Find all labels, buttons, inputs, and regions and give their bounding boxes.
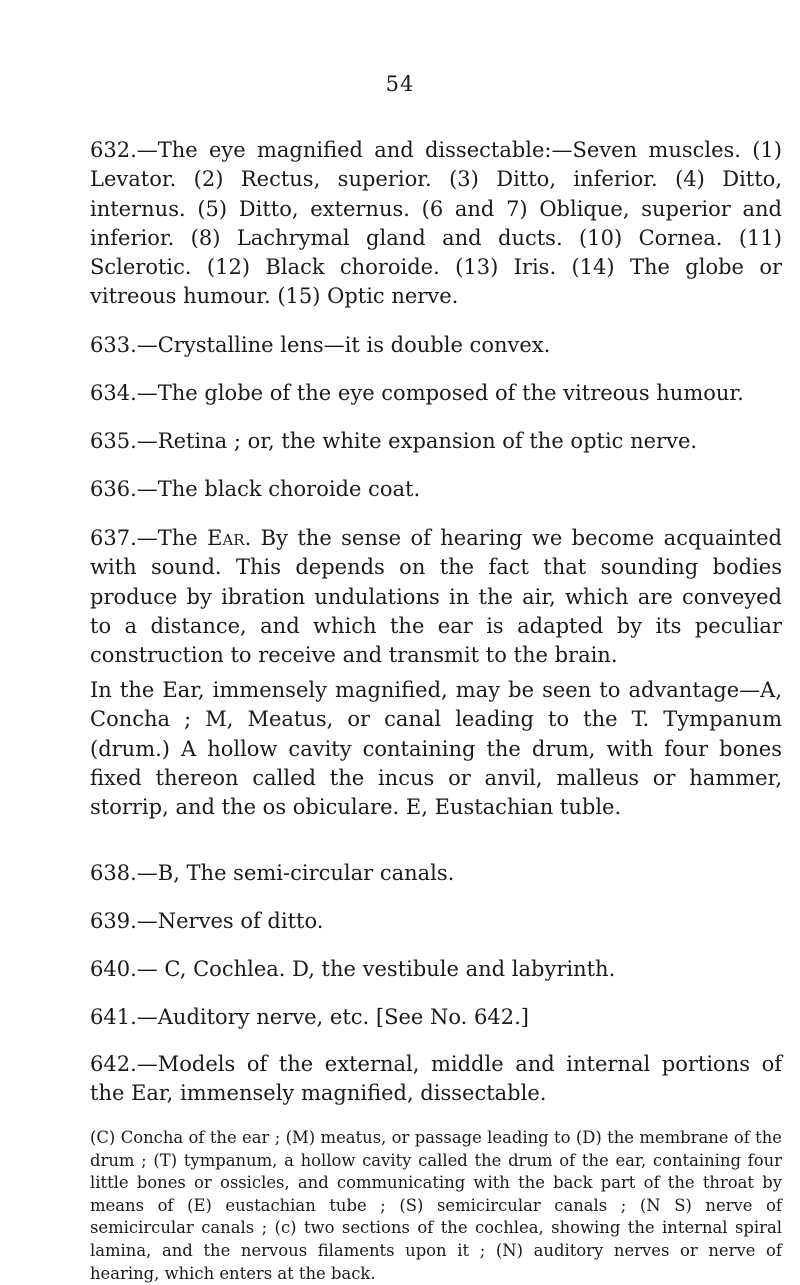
entry-641: 641.—Auditory nerve, etc. [See No. 642.] (90, 1005, 529, 1029)
entry-633: 633.—Crystalline lens—it is double convex. (90, 333, 551, 357)
entry-639: 639.—Nerves of ditto. (90, 909, 324, 933)
entry-636: 636.—The black choroide coat. (90, 477, 421, 501)
entry-637-number: 637.—The (90, 526, 198, 550)
entry-638: 638.—B, The semi-circular canals. (90, 861, 455, 885)
entry-637-heading: Ear. (207, 526, 252, 550)
entry-634: 634.—The globe of the eye composed of the vitreous humour. (90, 381, 744, 405)
footnote: (C) Concha of the ear ; (M) meatus, or passage leading to (D) the membrane of the drum ; (T) tympanum, a hollow cavity called the drum of the ear, containing four little bones or ossicles, and communicating with the back part of the throat by means of (E) eustachian tube ; (S) semicircular canals ; (N S) nerve of semicircular canals ; (c) two sections of the cochlea, showing the internal spiral lamina, and the nervous filaments upon it ; (N) auditory nerves or nerve of hearing, which enters at the back. (90, 1128, 782, 1283)
entry-632: 632.—The eye magnified and dissectable:—Seven muscles. (1) Levator. (2) Rectus, superior. (3) Ditto, inferior. (4) Ditto, internus. (5) Ditto, externus. (6 and 7) Oblique, superior and inferior. (8) Lachrymal gland and ducts. (10) Cornea. (11) Sclerotic. (12) Black choroide. (13) Iris. (14) The globe or vitreous humour. (15) Optic nerve. (90, 138, 782, 309)
page-number: 54 (385, 72, 415, 96)
ear-description: In the Ear, immensely magnified, may be seen to advantage—A, Concha ; M, Meatus, or canal leading to the T. Tympanum (drum.) A hollow cavity containing the drum, with four bones fixed thereon called the incus or anvil, malleus or hammer, storrip, and the os obiculare. E, Eustachian tuble. (90, 678, 782, 820)
entry-637 (62, 524, 782, 670)
entry-642: 642.—Models of the external, middle and internal portions of the Ear, immensely magnified, dissectable. (90, 1052, 782, 1106)
entry-640: 640.— C, Cochlea. D, the vestibule and labyrinth. (90, 957, 616, 981)
entry-635: 635.—Retina ; or, the white expansion of the optic nerve. (90, 429, 698, 453)
entry-637-text: By the sense of hearing we become acquainted with sound. This depends on the fact that sounding bodies produce by ibration undulations in the air, which are conveyed to a distance, and which the ear is adapted by its peculiar construction to receive and transmit to the brain. (90, 526, 782, 668)
